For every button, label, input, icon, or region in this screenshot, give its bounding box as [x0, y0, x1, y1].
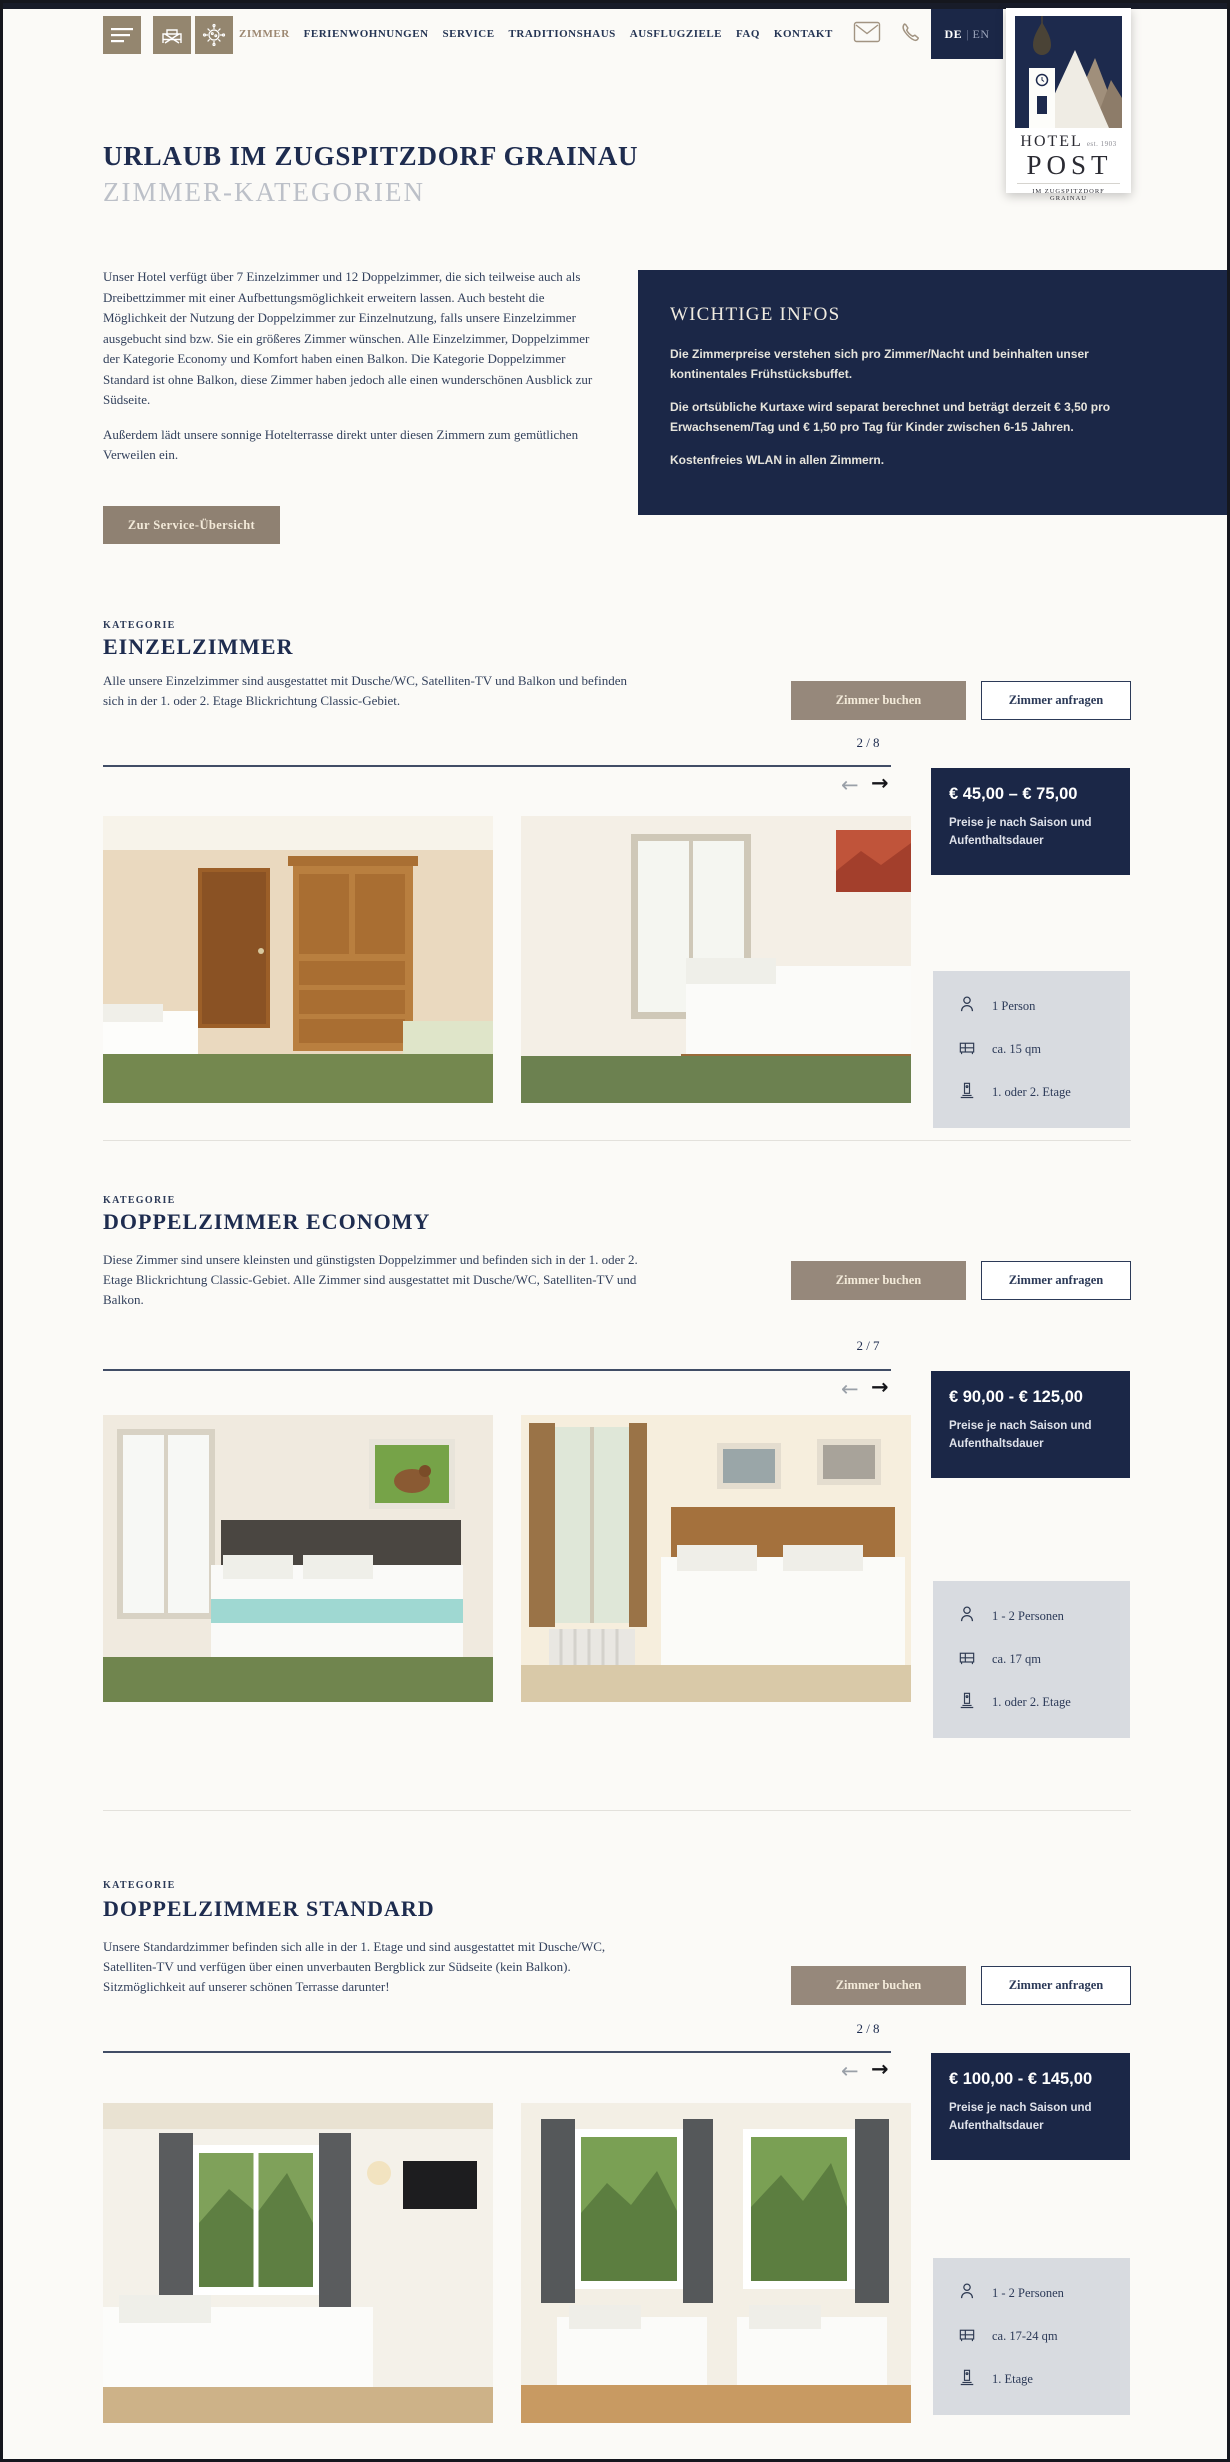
- info-paragraph-2: Die ortsübliche Kurtaxe wird separat berechnet und beträgt derzeit € 3,50 pro Erwachsenem/Tag und € 1,50 pro Tag für Kinder zwischen 6-15 Jahren.: [670, 399, 1111, 435]
- section-title: EINZELZIMMER: [103, 634, 294, 659]
- intro-text: [103, 267, 603, 466]
- nav-item-zimmer[interactable]: ZIMMER: [239, 28, 290, 40]
- amenity-label: 1. oder 2. Etage: [992, 1085, 1071, 1099]
- info-paragraph-1: Die Zimmerpreise verstehen sich pro Zimmer/Nacht und beinhalten unser kontinentales Frühstücksbuffet.: [670, 347, 1089, 382]
- amenities-box: [933, 2258, 1130, 2415]
- floor-icon: [957, 2367, 977, 2392]
- important-info-box: [638, 270, 1227, 515]
- carousel-divider-line: [103, 1369, 891, 1371]
- amenity-label: ca. 15 qm: [992, 1042, 1041, 1056]
- carousel-pagination: 2 / 8: [856, 2021, 880, 2036]
- nav-item-faq[interactable]: FAQ: [736, 28, 760, 40]
- price-note: Preise je nach Saison und Aufenthaltsdauer: [949, 2102, 1092, 2132]
- main-nav: [239, 9, 833, 59]
- amenities-box: [933, 1581, 1130, 1738]
- amenity-row: [933, 1595, 1130, 1638]
- carousel-divider-line: [103, 2051, 891, 2053]
- room-photo: [103, 816, 493, 1103]
- book-room-button[interactable]: Zimmer buchen: [791, 1261, 966, 1300]
- carousel-pagination: 2 / 8: [856, 735, 880, 750]
- language-switcher[interactable]: [931, 9, 1003, 59]
- nav-item-ferienwohnungen[interactable]: FERIENWOHNUNGEN: [303, 28, 429, 40]
- price-note: Preise je nach Saison und Aufenthaltsdauer: [949, 817, 1092, 847]
- info-paragraph-3: Kostenfreies WLAN in allen Zimmern.: [670, 452, 885, 467]
- room-photo: [103, 2103, 493, 2423]
- logo-divider: [1017, 183, 1120, 184]
- floor-icon: [957, 1080, 977, 1105]
- menu-button[interactable]: [103, 16, 141, 54]
- carousel-prev-arrow-icon[interactable]: ←: [841, 2059, 859, 2083]
- amenity-label: 1. oder 2. Etage: [992, 1695, 1071, 1709]
- phone-icon: [898, 33, 922, 48]
- amenity-row: [933, 2272, 1130, 2315]
- logo-tagline: IM ZUGSPITZDORF GRAINAU: [1032, 188, 1105, 202]
- carousel-pagination: 2 / 7: [856, 1338, 880, 1353]
- book-room-button[interactable]: Zimmer buchen: [791, 1966, 966, 2005]
- service-overview-button[interactable]: Zur Service-Übersicht: [103, 506, 280, 544]
- carousel-next-arrow-icon[interactable]: →: [871, 1375, 889, 1399]
- amenity-row: [933, 2315, 1130, 2358]
- room-photo: [521, 816, 911, 1103]
- mail-icon: [853, 31, 881, 46]
- area-icon: [957, 1647, 977, 1672]
- amenity-row: [933, 2358, 1130, 2401]
- intro-paragraph-1: Unser Hotel verfügt über 7 Einzelzimmer und 12 Doppelzimmer, die sich teilweise auch als Dreibettzimmer mit einer Aufbettungsmöglichkeit erweitern lassen. Auch besteht die Möglichkeit der Nutzung der Doppelzimmer zur Einzelnutzung, falls unsere Einzelzimmer ausgebucht sind bzw. Sie ein größeres Zimmer wünschen. Alle Einzelzimmer, Doppelzimmer der Kategorie Economy und Komfort haben einen Balkon. Die Kategorie Doppelzimmer Standard ist ohne Balkon, diese Zimmer haben jedoch alle einen wunderschönen Ausblick zur Südseite.: [103, 269, 593, 407]
- logo-church-image: [1015, 16, 1122, 128]
- phone-button[interactable]: [898, 21, 922, 48]
- inquire-room-button[interactable]: Zimmer anfragen: [981, 681, 1131, 720]
- section-einzelzimmer: [3, 613, 1230, 1140]
- amenity-label: 1 Person: [992, 999, 1036, 1013]
- category-eyebrow: KATEGORIE: [103, 1880, 176, 1891]
- amenity-label: 1. Etage: [992, 2372, 1033, 2386]
- nav-item-service[interactable]: SERVICE: [442, 28, 495, 40]
- page-title: URLAUB IM ZUGSPITZDORF GRAINAU: [103, 141, 639, 171]
- inquire-room-button[interactable]: Zimmer anfragen: [981, 1261, 1131, 1300]
- price-range: € 100,00 - € 145,00: [949, 2070, 1093, 2088]
- category-eyebrow: KATEGORIE: [103, 1195, 176, 1206]
- intro-paragraph-2: Außerdem lädt unsere sonnige Hotelterrasse direkt unter diesen Zimmern zum gemütlichen Verweilen ein.: [103, 426, 579, 462]
- price-note: Preise je nach Saison und Aufenthaltsdauer: [949, 1420, 1092, 1450]
- person-icon: [957, 2281, 977, 2306]
- area-icon: [957, 1037, 977, 1062]
- section-title: DOPPELZIMMER STANDARD: [103, 1896, 435, 1921]
- lang-divider: |: [966, 26, 969, 41]
- person-icon: [957, 1604, 977, 1629]
- section-title: DOPPELZIMMER ECONOMY: [103, 1209, 431, 1234]
- info-box-title: WICHTIGE INFOS: [670, 304, 841, 325]
- section-description: Unsere Standardzimmer befinden sich alle in der 1. Etage und sind ausgestattet mit Dusche/WC, Satelliten-TV und verfügen über einen unverbauten Bergblick zur Südseite (kein Balkon). Sitzmöglichkeit auf unserer schönen Terrasse darunter!: [103, 1939, 606, 1994]
- book-room-button[interactable]: Zimmer buchen: [791, 681, 966, 720]
- nav-item-kontakt[interactable]: KONTAKT: [773, 28, 833, 40]
- lang-en[interactable]: EN: [972, 26, 990, 41]
- menu-icon: [111, 27, 133, 43]
- person-icon: [957, 994, 977, 1019]
- carousel-next-arrow-icon[interactable]: →: [871, 771, 889, 795]
- price-box: [931, 768, 1130, 875]
- nav-item-traditionshaus[interactable]: TRADITIONSHAUS: [508, 28, 616, 40]
- amenity-label: ca. 17-24 qm: [992, 2329, 1058, 2343]
- amenity-row: [933, 985, 1130, 1028]
- lang-de[interactable]: DE: [944, 26, 963, 41]
- room-photo: [521, 1415, 911, 1702]
- carousel-prev-arrow-icon[interactable]: ←: [841, 773, 859, 797]
- amenity-label: 1 - 2 Personen: [992, 1609, 1064, 1623]
- carousel-divider-line: [103, 765, 891, 767]
- carousel-prev-arrow-icon[interactable]: ←: [841, 1377, 859, 1401]
- amenity-label: ca. 17 qm: [992, 1652, 1041, 1666]
- amenity-label: 1 - 2 Personen: [992, 2286, 1064, 2300]
- section-separator: [103, 1140, 1131, 1141]
- amenities-box: [933, 971, 1130, 1128]
- room-photo: [103, 1415, 493, 1702]
- section-doppelzimmer-standard: [3, 1873, 1230, 2433]
- bed-icon: [160, 24, 184, 46]
- carousel-next-arrow-icon[interactable]: →: [871, 2057, 889, 2081]
- mail-button[interactable]: [853, 21, 881, 46]
- price-box: [931, 2053, 1130, 2160]
- amenity-row: [933, 1028, 1130, 1071]
- section-description: Alle unsere Einzelzimmer sind ausgestattet mit Dusche/WC, Satelliten-TV und Balkon und befinden sich in der 1. oder 2. Etage Blickrichtung Classic-Gebiet.: [103, 673, 627, 708]
- section-separator: [103, 1810, 1131, 1811]
- logo-post-text: POST: [1026, 150, 1113, 180]
- category-eyebrow: KATEGORIE: [103, 620, 176, 631]
- price-range: € 45,00 – € 75,00: [949, 785, 1078, 803]
- section-description: Diese Zimmer sind unsere kleinsten und günstigsten Doppelzimmer und befinden sich in der 1. oder 2. Etage Blickrichtung Classic-Gebiet. Alle Zimmer sind ausgestattet mit Dusche/WC, Satelliten-TV und Balkon.: [103, 1252, 638, 1307]
- amenity-row: [933, 1638, 1130, 1681]
- amenity-row: [933, 1071, 1130, 1114]
- price-range: € 90,00 - € 125,00: [949, 1388, 1083, 1406]
- logo-est-text: est. 1903: [1086, 140, 1117, 148]
- hotel-logo[interactable]: [1006, 8, 1131, 202]
- room-photo: [521, 2103, 911, 2423]
- page-subtitle: ZIMMER-KATEGORIEN: [103, 177, 425, 207]
- nav-item-ausflugziele[interactable]: AUSFLUGZIELE: [629, 28, 722, 40]
- virus-icon: [202, 23, 226, 47]
- covid-info-button[interactable]: [195, 16, 233, 54]
- logo-hotel-text: HOTEL: [1020, 133, 1083, 150]
- section-doppelzimmer-economy: [3, 1188, 1230, 1733]
- booking-button[interactable]: [153, 16, 191, 54]
- area-icon: [957, 2324, 977, 2349]
- price-box: [931, 1371, 1130, 1478]
- floor-icon: [957, 1690, 977, 1715]
- inquire-room-button[interactable]: Zimmer anfragen: [981, 1966, 1131, 2005]
- amenity-row: [933, 1681, 1130, 1724]
